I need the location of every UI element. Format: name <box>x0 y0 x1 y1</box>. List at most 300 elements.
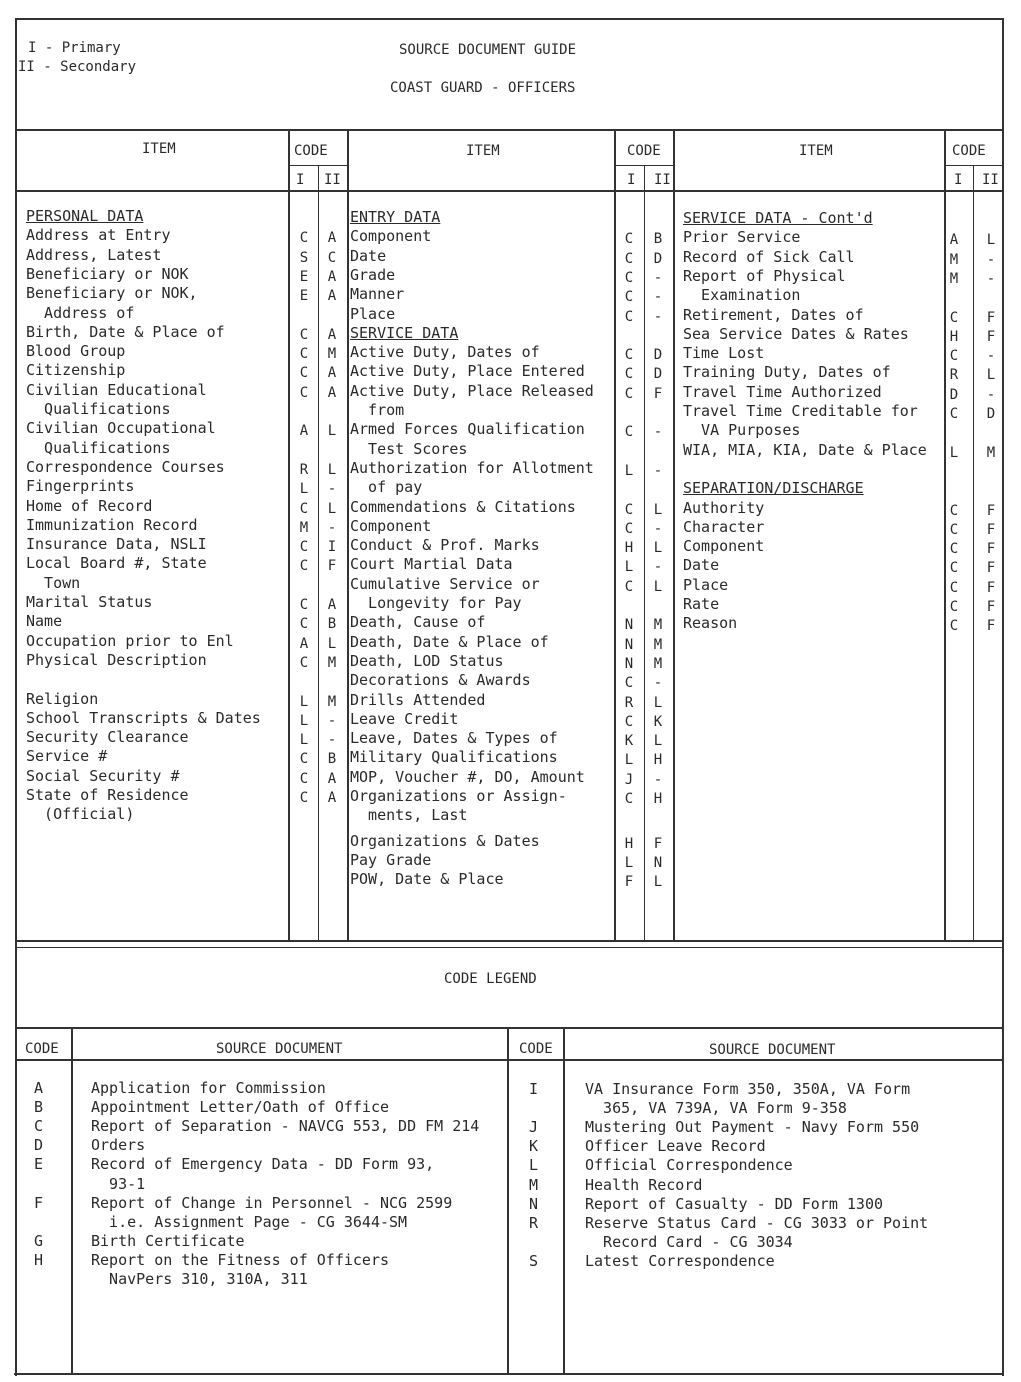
legend-source-document: Report of Separation - NAVCG 553, DD FM 214 <box>91 1117 480 1136</box>
secondary-code: L <box>653 540 663 557</box>
legend-divider-2 <box>507 1028 509 1373</box>
item-label: Service # <box>26 747 108 766</box>
secondary-code: A <box>327 790 337 806</box>
item-label: Commendations & Citations <box>350 497 576 516</box>
primary-code: C <box>949 560 959 577</box>
item-label: Pay Grade <box>350 850 432 869</box>
primary-code: C <box>299 230 309 247</box>
legend-source-document: Latest Correspondence <box>585 1251 775 1270</box>
item-label: Town <box>26 573 81 592</box>
item-label: Travel Time Creditable for <box>683 402 918 420</box>
primary-code: L <box>949 444 959 461</box>
secondary-code: A <box>327 268 337 285</box>
item-label: School Transcripts & Dates <box>26 708 261 727</box>
secondary-code: - <box>653 675 663 692</box>
primary-code: C <box>949 348 959 365</box>
secondary-code: - <box>653 308 663 325</box>
item-label: Rate <box>683 595 720 613</box>
col-divider-3-code <box>644 166 645 940</box>
primary-code: L <box>624 559 634 576</box>
primary-code: J <box>624 771 634 788</box>
item-label: Retirement, Dates of <box>683 305 864 324</box>
secondary-code: - <box>653 771 663 788</box>
legend-top-divider-2 <box>15 947 1003 948</box>
secondary-code: - <box>653 462 663 479</box>
legend-source-document: Officer Leave Record <box>585 1137 766 1156</box>
secondary-code: D <box>986 406 996 422</box>
item-label: Name <box>26 612 63 631</box>
col-divider-4 <box>673 130 675 940</box>
primary-code: C <box>624 791 634 807</box>
item-label: Immunization Record <box>26 515 198 534</box>
secondary-code: D <box>653 366 663 383</box>
col1-item-header: ITEM <box>142 141 176 157</box>
secondary-code: F <box>986 502 996 519</box>
primary-code: C <box>624 231 634 248</box>
item-label: Death, LOD Status <box>350 651 504 670</box>
item-label: Active Duty, Dates of <box>350 343 540 362</box>
item-label: Record of Sick Call <box>683 247 855 266</box>
item-label: of pay <box>350 478 423 497</box>
item-label: Birth, Date & Place of <box>26 322 225 341</box>
legend-code-header-left: CODE <box>25 1041 59 1057</box>
legend-source-document: Official Correspondence <box>585 1156 793 1175</box>
legend-doc-header-left: SOURCE DOCUMENT <box>216 1041 343 1057</box>
primary-code: K <box>624 733 634 750</box>
item-label: (Official) <box>26 805 135 824</box>
secondary-code: L <box>327 500 337 517</box>
legend-source-document: Report of Casualty - DD Form 1300 <box>585 1194 884 1213</box>
legend-code: N <box>529 1194 539 1213</box>
legend-code: K <box>529 1137 539 1156</box>
page-subtitle: COAST GUARD - OFFICERS <box>390 80 576 96</box>
legend-code: A <box>34 1079 44 1097</box>
secondary-code: M <box>327 654 337 671</box>
item-label: Home of Record <box>26 496 153 515</box>
primary-code: L <box>299 712 309 729</box>
secondary-code: - <box>986 270 996 287</box>
legend-header-bottom <box>15 1059 1003 1061</box>
item-label: Active Duty, Place Released <box>350 381 594 400</box>
primary-code: C <box>624 713 634 730</box>
item-label: Fingerprints <box>26 477 135 496</box>
page-title: SOURCE DOCUMENT GUIDE <box>399 42 577 58</box>
item-label: Address at Entry <box>26 226 171 245</box>
legend-source-document: Mustering Out Payment - Navy Form 550 <box>585 1118 920 1137</box>
secondary-code: L <box>327 461 337 478</box>
legend-code: E <box>34 1155 44 1174</box>
secondary-code: F <box>986 521 996 538</box>
legend-source-document: Reserve Status Card - CG 3033 or Point <box>585 1213 929 1232</box>
col1-primary-header: I <box>296 172 305 188</box>
primary-code: C <box>949 521 959 538</box>
item-label: Physical Description <box>26 650 207 669</box>
code-header-rule-2 <box>614 165 673 166</box>
secondary-code: M <box>653 636 663 653</box>
secondary-code: - <box>653 559 663 576</box>
item-label: Organizations & Dates <box>350 831 540 850</box>
item-label: Travel Time Authorized <box>683 382 882 401</box>
item-label: Component <box>683 537 765 556</box>
legend-source-document: Health Record <box>585 1175 703 1194</box>
item-label: Leave, Dates & Types of <box>350 729 558 748</box>
item-label: Address of <box>26 303 135 322</box>
primary-code: L <box>299 732 309 749</box>
secondary-code: F <box>986 328 996 345</box>
item-label: Marital Status <box>26 593 153 611</box>
secondary-code: A <box>327 365 337 382</box>
legend-source-document: 93-1 <box>91 1174 146 1193</box>
primary-code: C <box>624 269 634 286</box>
primary-code: R <box>949 367 959 384</box>
secondary-code: H <box>653 791 663 807</box>
item-label: Authorization for Allotment <box>350 458 594 477</box>
primary-code: A <box>299 423 309 440</box>
primary-code: C <box>299 770 309 787</box>
header-divider <box>16 129 1004 131</box>
primary-code: C <box>624 347 634 364</box>
primary-code: H <box>624 835 634 852</box>
item-label: Prior Service <box>683 228 801 247</box>
primary-code: C <box>949 579 959 596</box>
legend-source-document: NavPers 310, 310A, 311 <box>91 1270 308 1288</box>
secondary-code: - <box>653 269 663 286</box>
item-label: Report of Physical <box>683 266 846 285</box>
primary-code: A <box>949 232 959 249</box>
primary-code: C <box>624 366 634 383</box>
primary-code: F <box>624 874 634 891</box>
col2-code-header: CODE <box>627 143 661 159</box>
legend-source-document: 365, VA 739A, VA Form 9-358 <box>585 1099 847 1118</box>
secondary-code: B <box>653 231 663 248</box>
secondary-code: H <box>653 752 663 769</box>
item-label: Organizations or Assign- <box>350 787 567 805</box>
item-label: Longevity for Pay <box>350 594 522 612</box>
legend-source-document: Report on the Fitness of Officers <box>91 1250 390 1269</box>
primary-code: C <box>299 790 309 806</box>
legend-doc-header-right: SOURCE DOCUMENT <box>709 1042 836 1058</box>
primary-code: C <box>949 541 959 558</box>
primary-code: N <box>624 617 634 634</box>
item-label: Social Security # <box>26 766 180 785</box>
item-label: Place <box>350 304 396 323</box>
secondary-code: F <box>327 558 337 575</box>
primary-code: C <box>299 326 309 343</box>
primary-code: C <box>624 250 634 267</box>
legend-title: CODE LEGEND <box>444 971 537 987</box>
item-label: Death, Date & Place of <box>350 632 549 651</box>
item-label: Security Clearance <box>26 728 189 747</box>
item-label: State of Residence <box>26 786 189 804</box>
col3-secondary-header: II <box>982 172 999 188</box>
item-label: Court Martial Data <box>350 555 513 574</box>
legend-source-document: Appointment Letter/Oath of Office <box>91 1098 390 1117</box>
col2-secondary-header: II <box>654 172 671 188</box>
legend-code: J <box>529 1118 539 1137</box>
item-label: Correspondence Courses <box>26 457 225 476</box>
secondary-code: A <box>327 384 337 401</box>
item-label: Component <box>350 516 432 535</box>
secondary-code: - <box>986 251 996 268</box>
legend-source-document: Record of Emergency Data - DD Form 93, <box>91 1155 435 1174</box>
legend-divider-1 <box>71 1028 73 1373</box>
secondary-code: - <box>653 424 663 441</box>
item-label: Examination <box>683 286 801 305</box>
primary-code: C <box>624 520 634 537</box>
item-label: Civilian Occupational <box>26 419 216 438</box>
col-divider-3 <box>614 130 616 940</box>
primary-code: C <box>299 654 309 671</box>
col3-code-header: CODE <box>952 143 986 159</box>
primary-code: C <box>624 424 634 441</box>
primary-code: C <box>299 365 309 382</box>
secondary-code: F <box>986 599 996 615</box>
legend-code: C <box>34 1117 44 1136</box>
primary-code: C <box>299 558 309 575</box>
primary-code: C <box>299 539 309 556</box>
code-header-rule-3 <box>944 165 1002 166</box>
primary-code: M <box>299 519 309 536</box>
item-label: Manner <box>350 285 405 304</box>
secondary-code: B <box>327 751 337 768</box>
col2-item-header: ITEM <box>466 143 500 159</box>
item-label: Qualifications <box>26 400 171 418</box>
item-label: Address, Latest <box>26 245 162 264</box>
secondary-code: N <box>653 854 663 871</box>
secondary-code: D <box>653 250 663 267</box>
item-label: Insurance Data, NSLI <box>26 535 207 554</box>
secondary-code: - <box>327 481 337 498</box>
item-label: Citizenship <box>26 361 126 380</box>
outer-border-top <box>16 18 1004 20</box>
item-label: Leave Credit <box>350 709 459 728</box>
item-label: Local Board #, State <box>26 554 207 573</box>
primary-code: C <box>949 309 959 326</box>
col1-code-header: CODE <box>294 143 328 159</box>
col-divider-1-code <box>318 166 319 940</box>
primary-code: C <box>299 597 309 613</box>
secondary-code: I <box>327 539 337 556</box>
primary-code: S <box>299 249 309 266</box>
col3-item-header: ITEM <box>799 143 833 159</box>
secondary-code: L <box>653 733 663 750</box>
item-label: Beneficiary or NOK <box>26 264 189 283</box>
primary-code: E <box>299 288 309 305</box>
secondary-code: L <box>986 232 996 249</box>
item-label: Civilian Educational <box>26 380 207 399</box>
legend-divider-3 <box>563 1028 565 1373</box>
secondary-code: F <box>653 835 663 852</box>
primary-code: C <box>624 578 634 595</box>
code-key-secondary: II - Secondary <box>18 59 137 75</box>
primary-code: L <box>624 752 634 769</box>
secondary-code: F <box>986 541 996 558</box>
item-label: POW, Date & Place <box>350 870 504 889</box>
legend-code: G <box>34 1231 44 1250</box>
item-label: from <box>350 401 405 419</box>
item-label: Place <box>683 575 729 594</box>
secondary-code: M <box>327 693 337 710</box>
outer-border-left <box>15 18 17 1376</box>
legend-source-document: i.e. Assignment Page - CG 3644-SM <box>91 1212 408 1231</box>
secondary-code: M <box>327 346 337 363</box>
secondary-code: D <box>653 347 663 364</box>
item-label: Time Lost <box>683 344 765 363</box>
item-label: Cumulative Service or <box>350 574 540 593</box>
primary-code: C <box>624 289 634 306</box>
item-label: Date <box>683 556 720 575</box>
secondary-code: A <box>327 326 337 343</box>
primary-code: A <box>299 635 309 652</box>
item-label: Training Duty, Dates of <box>683 363 891 382</box>
legend-code: B <box>34 1098 44 1117</box>
legend-header-top <box>15 1027 1003 1029</box>
col-divider-1 <box>288 130 290 940</box>
secondary-code: L <box>653 578 663 595</box>
primary-code: C <box>299 751 309 768</box>
item-label: Beneficiary or NOK, <box>26 284 198 303</box>
col-divider-5-code <box>973 166 974 940</box>
item-label: Reason <box>683 614 738 633</box>
outer-border-right <box>1002 18 1004 1376</box>
item-label: Decorations & Awards <box>350 671 531 690</box>
secondary-code: M <box>653 655 663 672</box>
secondary-code: L <box>327 423 337 440</box>
item-label: VA Purposes <box>683 421 801 440</box>
section-heading: ENTRY DATA <box>350 208 441 226</box>
primary-code: N <box>624 655 634 672</box>
primary-code: C <box>299 500 309 517</box>
item-label: Active Duty, Place Entered <box>350 362 585 381</box>
secondary-code: F <box>986 560 996 577</box>
primary-code: C <box>624 308 634 325</box>
primary-code: M <box>949 251 959 268</box>
primary-code: E <box>299 268 309 285</box>
legend-source-document: VA Insurance Form 350, 350A, VA Form <box>585 1080 911 1098</box>
secondary-code: L <box>986 367 996 384</box>
item-label: Sea Service Dates & Rates <box>683 324 909 343</box>
item-label: Military Qualifications <box>350 748 558 767</box>
secondary-code: A <box>327 230 337 247</box>
legend-code-header-right: CODE <box>519 1041 553 1057</box>
secondary-code: - <box>986 348 996 365</box>
primary-code: C <box>949 502 959 519</box>
secondary-code: M <box>986 444 996 461</box>
primary-code: D <box>949 386 959 403</box>
primary-code: C <box>949 599 959 615</box>
legend-source-document: Birth Certificate <box>91 1231 245 1250</box>
secondary-code: - <box>327 732 337 749</box>
item-label: Qualifications <box>26 438 171 457</box>
primary-code: R <box>624 694 634 711</box>
legend-source-document: Orders <box>91 1136 146 1155</box>
legend-code: I <box>529 1080 539 1098</box>
secondary-code: L <box>653 694 663 711</box>
secondary-code: F <box>986 579 996 596</box>
legend-code: F <box>34 1193 44 1212</box>
item-label: Religion <box>26 689 99 708</box>
primary-code: C <box>949 406 959 422</box>
primary-code: H <box>949 328 959 345</box>
column-header-divider <box>16 190 1004 192</box>
section-heading: PERSONAL DATA <box>26 207 144 225</box>
primary-code: H <box>624 540 634 557</box>
legend-code: R <box>529 1213 539 1232</box>
legend-code: S <box>529 1251 539 1270</box>
item-label: WIA, MIA, KIA, Date & Place <box>683 440 927 459</box>
item-label: Date <box>350 246 387 265</box>
section-heading: SERVICE DATA - Cont'd <box>683 209 873 227</box>
col3-primary-header: I <box>954 172 963 188</box>
item-label: Grade <box>350 265 396 284</box>
item-label: Authority <box>683 498 765 517</box>
secondary-code: L <box>653 874 663 891</box>
secondary-code: - <box>327 712 337 729</box>
item-label: Character <box>683 517 765 536</box>
code-header-rule-1 <box>288 165 347 166</box>
col1-secondary-header: II <box>324 172 341 188</box>
secondary-code: L <box>653 501 663 518</box>
legend-top-divider <box>15 940 1003 942</box>
primary-code: C <box>299 346 309 363</box>
secondary-code: A <box>327 288 337 305</box>
item-label: ments, Last <box>350 806 468 825</box>
primary-code: C <box>624 501 634 518</box>
item-label: Occupation prior to Enl <box>26 631 234 650</box>
secondary-code: F <box>986 618 996 635</box>
primary-code: C <box>624 675 634 692</box>
item-label: Conduct & Prof. Marks <box>350 536 540 555</box>
secondary-code: F <box>653 385 663 402</box>
secondary-code: C <box>327 249 337 266</box>
item-label: Test Scores <box>350 439 468 458</box>
legend-code: H <box>34 1250 44 1269</box>
primary-code: M <box>949 270 959 287</box>
legend-source-document: Record Card - CG 3034 <box>585 1232 793 1251</box>
secondary-code: L <box>327 635 337 652</box>
primary-code: C <box>949 618 959 635</box>
item-label: Death, Cause of <box>350 613 486 632</box>
legend-code: L <box>529 1156 539 1175</box>
secondary-code: F <box>986 309 996 326</box>
col-divider-2 <box>347 130 349 940</box>
secondary-code: B <box>327 616 337 633</box>
primary-code: N <box>624 636 634 653</box>
item-label: Component <box>350 227 432 246</box>
item-label: Blood Group <box>26 342 126 361</box>
primary-code: L <box>299 693 309 710</box>
secondary-code: - <box>653 289 663 306</box>
primary-code: L <box>299 481 309 498</box>
secondary-code: K <box>653 713 663 730</box>
secondary-code: A <box>327 770 337 787</box>
legend-code: M <box>529 1175 539 1194</box>
primary-code: L <box>624 462 634 479</box>
primary-code: C <box>299 384 309 401</box>
primary-code: R <box>299 461 309 478</box>
col2-primary-header: I <box>627 172 636 188</box>
section-heading: SERVICE DATA <box>350 323 459 342</box>
outer-border-bottom <box>14 1373 1002 1375</box>
item-label: Drills Attended <box>350 690 486 709</box>
code-key-primary: I - Primary <box>28 40 121 56</box>
item-label: MOP, Voucher #, DO, Amount <box>350 767 585 786</box>
secondary-code: M <box>653 617 663 634</box>
legend-source-document: Report of Change in Personnel - NCG 2599 <box>91 1193 453 1212</box>
section-heading: SEPARATION/DISCHARGE <box>683 479 864 498</box>
item-label: Armed Forces Qualification <box>350 420 585 439</box>
primary-code: L <box>624 854 634 871</box>
